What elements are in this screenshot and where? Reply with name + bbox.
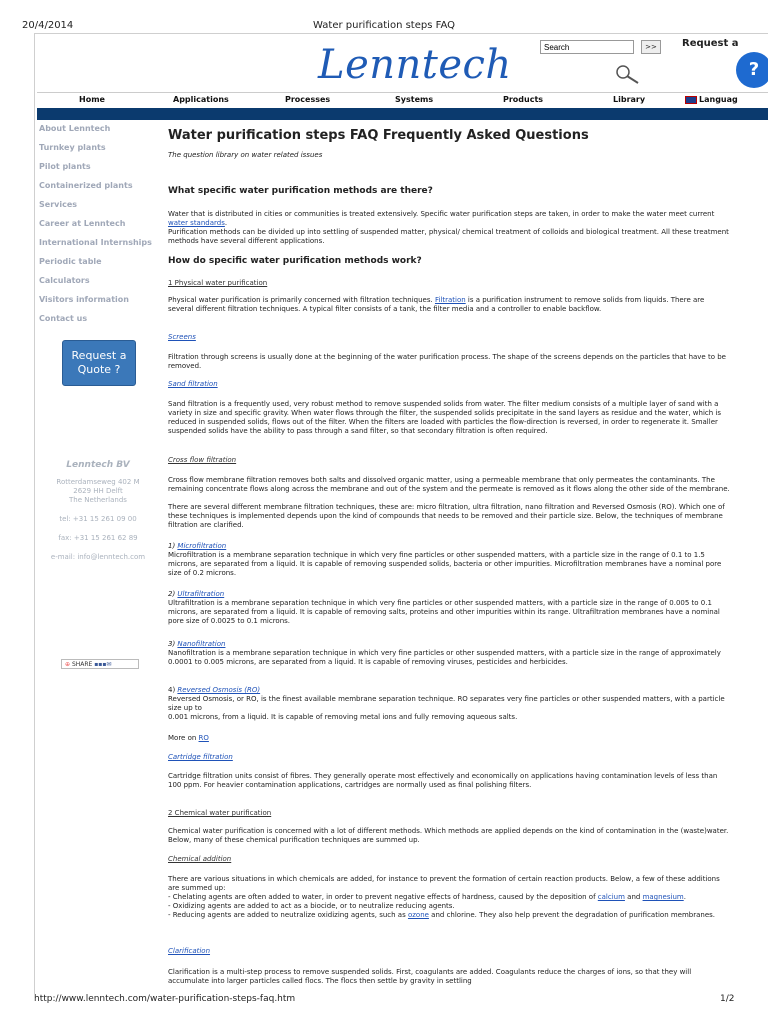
company-name: Lenntech BV: [66, 460, 130, 470]
company-tel: tel: +31 15 261 09 00: [59, 515, 137, 523]
nav-language[interactable]: [685, 95, 738, 104]
nav-systems[interactable]: Systems: [395, 95, 434, 104]
sidebar-item-about[interactable]: About Lenntech: [39, 124, 111, 133]
search-button[interactable]: >>: [641, 40, 661, 54]
main-content: [168, 128, 731, 177]
nav-applications[interactable]: Applications: [173, 95, 229, 104]
search-input[interactable]: [540, 40, 634, 54]
paragraph-cartridge: Cartridge filtration units consist of fibres. They generally operate most effectively and economically on applications having contamination levels of less than 100 ppm. For heavier contamination applications, cartridges are normally used as final polishing filters.: [168, 772, 718, 789]
share-icon: ⊕: [65, 661, 72, 668]
paragraph-cross-2: There are several different membrane filtration techniques, these are: micro filtration, ultra filtration, nano filtration and Reversed Osmosis (RO). Which one of these techniques is implemented depends upon the kind of compounds that needs to be removed and their particle size. Below, the techniques of membrane filtration are clarified.: [168, 503, 725, 529]
paragraph-physical: Physical water purification is primarily concerned with filtration techniques. Filtration is a purification instrument to remove solids from liquids. There are several different filtration techniques. A typical filter consists of a tank, the filter media and a controller to enable backflow.: [168, 296, 705, 313]
sidebar-item-contact[interactable]: Contact us: [39, 314, 88, 323]
share-label: SHARE: [71, 661, 93, 668]
uk-flag-icon: [685, 96, 697, 104]
company-country: The Netherlands: [69, 496, 127, 504]
print-url: http://www.lenntech.com/water-purification-steps-faq.htm: [34, 994, 296, 1004]
paragraph-cross-1: Cross flow membrane filtration removes both salts and dissolved organic matter, using a permeable membrane that only permeates the contaminants. The remaining concentrate flows along across the membrane and out of the system and the permeate is removed as it flows along the other side of the membrane.: [168, 476, 730, 493]
company-fax: fax: +31 15 261 62 89: [58, 534, 138, 542]
sidebar-item-pilot[interactable]: Pilot plants: [39, 162, 91, 171]
filtration-link[interactable]: Filtration: [434, 296, 466, 304]
share-button[interactable]: [61, 659, 139, 669]
company-info: [42, 460, 154, 562]
section-chemical: 2 Chemical water purification: [168, 809, 272, 817]
nav-processes[interactable]: Processes: [285, 95, 331, 104]
sidebar-item-visitors[interactable]: Visitors information: [39, 295, 129, 304]
request-quote-link[interactable]: Request a: [682, 38, 739, 49]
clarification-link[interactable]: Clarification: [168, 947, 211, 955]
magnesium-link[interactable]: magnesium: [642, 893, 684, 901]
cross-flow-heading: Cross flow filtration: [168, 456, 237, 464]
sidebar-item-calculators[interactable]: Calculators: [39, 276, 90, 285]
page-title: Water purification steps FAQ Frequently Asked Questions: [168, 128, 589, 143]
cartridge-filtration-link[interactable]: Cartridge filtration: [168, 753, 233, 761]
sand-filtration-link[interactable]: Sand filtration: [168, 380, 218, 388]
ultrafiltration-block: 2) Ultrafiltration Ultrafiltration is a membrane separation technique in which very fine particles or other suspended matters, with a particle size in the range of 0.005 to 0.1 microns, are separated from a liquid. It is capable of removing salts, proteins and other impurities within its range. Ultrafiltration membranes have a nominal pore size of 0.0025 to 0.1 microns.: [168, 590, 720, 625]
nav-products[interactable]: Products: [503, 95, 544, 104]
sidebar-item-periodic[interactable]: Periodic table: [39, 257, 102, 266]
section-physical: 1 Physical water purification: [168, 279, 268, 287]
magnifier-icon[interactable]: [614, 64, 642, 86]
ozone-link[interactable]: ozone: [407, 911, 429, 919]
nanofiltration-link[interactable]: Nanofiltration: [177, 640, 226, 648]
ultrafiltration-link[interactable]: Ultrafiltration: [177, 590, 225, 598]
reverse-osmosis-link[interactable]: Reversed Osmosis (RO): [177, 686, 261, 694]
header-blue-bar: [37, 108, 768, 120]
paragraph-chemical: Chemical water purification is concerned with a lot of different methods. Which methods are applied depends on the kind of contamination in the (waste)water. Below, many of these chemical purification techniques are summed up.: [168, 827, 729, 844]
request-quote-button[interactable]: [62, 340, 136, 386]
request-quote-line2: Quote ?: [77, 363, 121, 376]
question-1: What specific water purification methods are there?: [168, 186, 433, 196]
more-on-ro: More on RO: [168, 734, 209, 742]
language-label: Languag: [699, 95, 738, 104]
page-subtitle: The question library on water related issues: [168, 151, 323, 159]
sidebar-item-career[interactable]: Career at Lenntech: [39, 219, 126, 228]
sidebar-item-internships[interactable]: International Internships: [39, 238, 152, 247]
print-page-number: 1/2: [720, 994, 735, 1004]
nav-library[interactable]: Library: [613, 95, 646, 104]
calcium-link[interactable]: calcium: [597, 893, 625, 901]
sidebar-item-turnkey[interactable]: Turnkey plants: [39, 143, 106, 152]
paragraph-1: Water that is distributed in cities or communities is treated extensively. Specific water purification steps are taken, in order to make the water meet current water standards. Purification methods can be divided up into settling of suspended matter, physical/ chemical treatment of colloids and biological treatment. All these treatment methods have several different applications.: [168, 210, 729, 245]
print-date: 20/4/2014: [22, 20, 74, 31]
paragraph-sand: Sand filtration is a frequently used, very robust method to remove suspended solids from water. The filter medium consists of a multiple layer of sand with a variety in size and specific gravity. When water flows through the filter, the suspended solids precipitate in the sand layers as residue and the water, which is reduced in suspended solids, flows out of the filter. When the filters are loaded with particles the flow-direction is reversed, in order to regenerate it. Smaller suspended solids have the ability to pass through a sand filter, so that secondary filtration is often required.: [168, 400, 721, 435]
lenntech-logo[interactable]: Lenntech: [318, 42, 512, 88]
company-address1: Rotterdamseweg 402 M: [56, 478, 140, 486]
company-email[interactable]: e-mail: info@lenntech.com: [50, 553, 146, 561]
nav-home[interactable]: Home: [79, 95, 105, 104]
question-icon[interactable]: ?: [736, 52, 768, 88]
paragraph-clarification: Clarification is a multi-step process to remove suspended solids. First, coagulants are added. Coagulants reduce the charges of ions, so that they will accumulate into larger particles called flocs. The flocs then settle by gravity in settling: [168, 968, 692, 985]
main-nav: [37, 92, 768, 107]
ro-link[interactable]: RO: [198, 734, 209, 742]
print-title: Water purification steps FAQ: [313, 20, 455, 31]
chemical-addition-heading: Chemical addition: [168, 855, 232, 863]
microfiltration-block: 1) Microfiltration Microfiltration is a membrane separation technique in which very fine particles or other suspended matters, with a particle size in the range of 0.1 to 1.5 microns, are separated from a liquid. It is capable of removing suspended solids, bacteria or other impurities. Microfiltration membranes have a nominal pore size of 0.2 microns.: [168, 542, 722, 577]
sidebar: [39, 124, 157, 333]
screens-link[interactable]: Screens: [168, 333, 196, 341]
request-quote-line1: Request a: [71, 349, 127, 362]
sidebar-item-services[interactable]: Services: [39, 200, 78, 209]
nanofiltration-block: 3) Nanofiltration Nanofiltration is a membrane separation technique in which very fine particles or other suspended matters, with a particle size in the range of approximately 0.0001 to 0.005 microns, are separated from a liquid. It is capable of removing viruses, pesticides and herbicides.: [168, 640, 721, 666]
reverse-osmosis-block: 4) Reversed Osmosis (RO) Reversed Osmosis, or RO, is the finest available membrane separation technique. RO separates very fine particles or other suspended matters, with a particle size up to 0.001 microns, from a liquid. It is capable of removing metal ions and fully removing aqueous salts.: [168, 686, 725, 721]
question-2: How do specific water purification methods work?: [168, 256, 422, 266]
sidebar-item-containerized[interactable]: Containerized plants: [39, 181, 133, 190]
company-address2: 2629 HH Delft: [73, 487, 123, 495]
microfiltration-link[interactable]: Microfiltration: [177, 542, 227, 550]
water-standards-link[interactable]: water standards: [168, 219, 225, 227]
social-icons: ▪▪▪✉: [92, 661, 112, 668]
paragraph-screens: Filtration through screens is usually done at the beginning of the water purification process. The shape of the screens depends on the particles that have to be removed.: [168, 353, 726, 370]
paragraph-chemical-addition: There are various situations in which chemicals are added, for instance to prevent the formation of certain reaction products. Below, a few of these additions are summed up: - Chelating agents are often added to water, in order to prevent negative effects of hardness, caused by the deposition of calcium and magnesium. - Oxidizing agents are added to act as a biocide, or to neutralize reducing agents. - Reducing agents are added to neutralize oxidizing agents, such as ozone and chlorine. They also help prevent the degradation of purification membranes.: [168, 875, 720, 919]
